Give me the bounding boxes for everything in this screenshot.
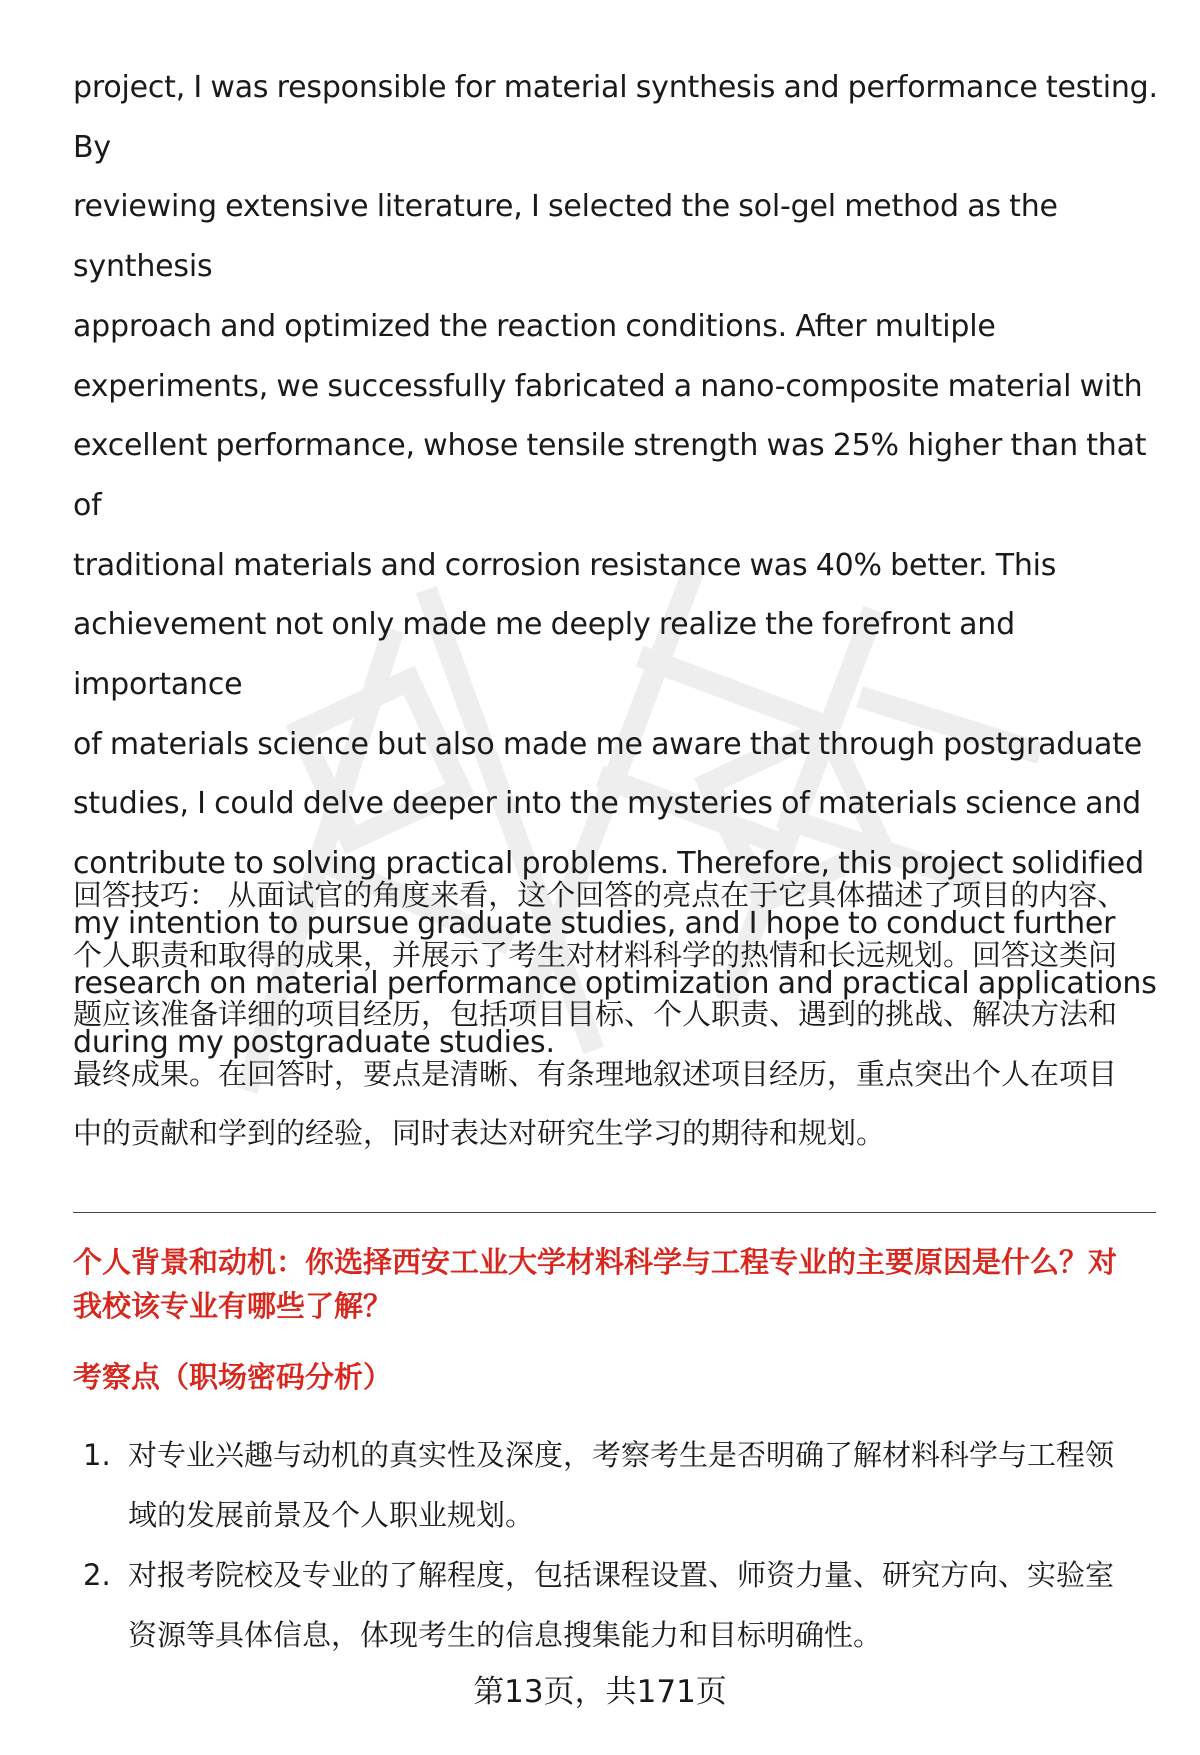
list-item-text: 对专业兴趣与动机的真实性及深度，考察考生是否明确了解材料科学与工程领 域的发展前景及个人职业规划。 (128, 1438, 1115, 1532)
section-divider (73, 1212, 1156, 1213)
answer-paragraph: project, I was responsible for material synthesis and performance testing. By reviewing extensive literature, I selected the sol-gel method as the synthesis approach and optimized the reaction conditions. After multiple experiments, we successfully fabricated a nano-composite material with excellent performance, whose tensile strength was 25% higher than that of traditional materials and corrosion resistance was 40% better. This achievement not only made me deeply realize the forefront and importance of materials science but also made me aware that through postgraduate studies, I could delve deeper into the mysteries of materials science and contribute to solving practical problems. Therefore, this project solidified my intention to pursue graduate studies, and I hope to conduct further research on material performance optimization and practical applications during my postgraduate studies. (73, 70, 1158, 1061)
answer-tips-paragraph: 回答技巧： 从面试官的角度来看，这个回答的亮点在于它具体描述了项目的内容、 个人职责和取得的成果，并展示了考生对材料科学的热情和长远规划。回答这类问 题应该准备详细的项目经历，包括项目目标、个人职责、遇到的挑战、解决方法和 最终成果。在回答时，要点是清晰、有条理地叙述项目经历，重点突出个人在项目 中的贡献和学到的经验，同时表达对研究生学习的期待和规划。 (73, 878, 1127, 1151)
page-footer: 第13页，共171页 (473, 1674, 727, 1710)
interview-question: 个人背景和动机：你选择西安工业大学材料科学与工程专业的主要原因是什么？对 我校该专业有哪些了解？ (73, 1245, 1118, 1323)
section-heading: 考察点（职场密码分析） (73, 1360, 393, 1394)
list-item-text: 对报考院校及专业的了解程度，包括课程设置、师资力量、研究方向、实验室 资源等具体信息，体现考生的信息搜集能力和目标明确性。 (128, 1558, 1115, 1652)
list-item-number: 1. (83, 1438, 111, 1472)
list-item-number: 2. (83, 1558, 111, 1592)
